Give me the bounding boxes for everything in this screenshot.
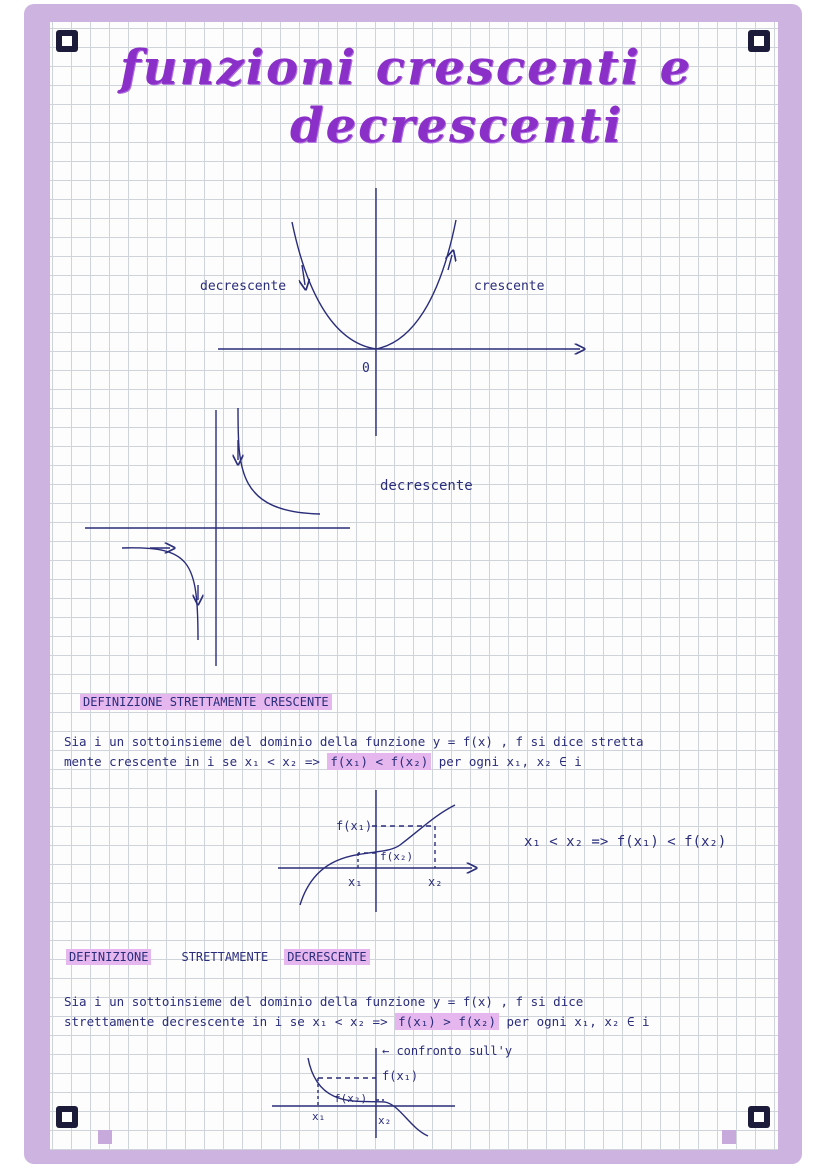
graph1-right-label: crescente	[474, 279, 545, 294]
graph3-x2-label: x₂	[428, 875, 443, 889]
def1-line2	[64, 754, 582, 769]
def1-formula: x₁ < x₂ => f(x₁) < f(x₂)	[524, 834, 727, 850]
def2-line1: Sia i un sottoinsieme del dominio della funzione y = f(x) , f si dice	[64, 994, 584, 1009]
graph4-x2-label: x₂	[378, 1114, 392, 1127]
increasing-function-graph	[278, 790, 472, 912]
def2-line2-highlight: f(x₁) > f(x₂)	[395, 1013, 499, 1030]
parabola-arrow-right	[448, 255, 452, 270]
parabola-graph	[218, 188, 580, 436]
def1-line2-start: mente crescente in i se x₁ < x₂ =>	[64, 754, 328, 769]
graph3-x1-label: x₁	[348, 875, 363, 889]
def1-line2-highlight: f(x₁) < f(x₂)	[327, 753, 431, 770]
def2-heading-b: STRETTAMENTE	[181, 950, 269, 964]
parabola-curve	[292, 220, 456, 349]
def2-heading-a: DEFINIZIONE	[66, 949, 151, 965]
def1-heading: DEFINIZIONE STRETTAMENTE CRESCENTE	[80, 694, 332, 710]
graph1-origin-label: 0	[362, 361, 370, 376]
graph3-fx1-label: f(x₁)	[336, 819, 373, 833]
def1-line2-end: per ogni x₁, x₂ ∈ i	[431, 754, 582, 769]
graph1-left-label: decrescente	[200, 279, 287, 294]
page-title-line2: decrescenti	[290, 98, 624, 154]
hyperbola-upper-branch	[238, 408, 320, 514]
graph4-x1-label: x₁	[312, 1110, 326, 1123]
increasing-curve	[300, 805, 455, 905]
hyperbola-graph	[85, 408, 350, 666]
def2-line2-start: strettamente decrescente in i se x₁ < x₂ =>	[64, 1014, 396, 1029]
graph4-fx2-label: f(x₂)	[334, 1092, 368, 1105]
def2-line2-end: per ogni x₁, x₂ ∈ i	[498, 1014, 650, 1029]
def2-note: ← confronto sull'y	[382, 1044, 513, 1058]
graph3-fx2-label: f(x₂)	[380, 850, 414, 863]
graph4-fx1-label: f(x₁)	[382, 1069, 419, 1083]
def2-heading-c: DECRESCENTE	[284, 949, 369, 965]
hyperbola-lower-branch	[122, 548, 198, 640]
def1-line1: Sia i un sottoinsieme del dominio della funzione y = f(x) , f si dice stretta	[64, 734, 644, 749]
def2-heading	[66, 950, 370, 964]
graph2-label: decrescente	[380, 478, 473, 494]
def2-line2	[64, 1014, 650, 1029]
page-title-line1: funzioni crescenti e	[120, 40, 693, 96]
